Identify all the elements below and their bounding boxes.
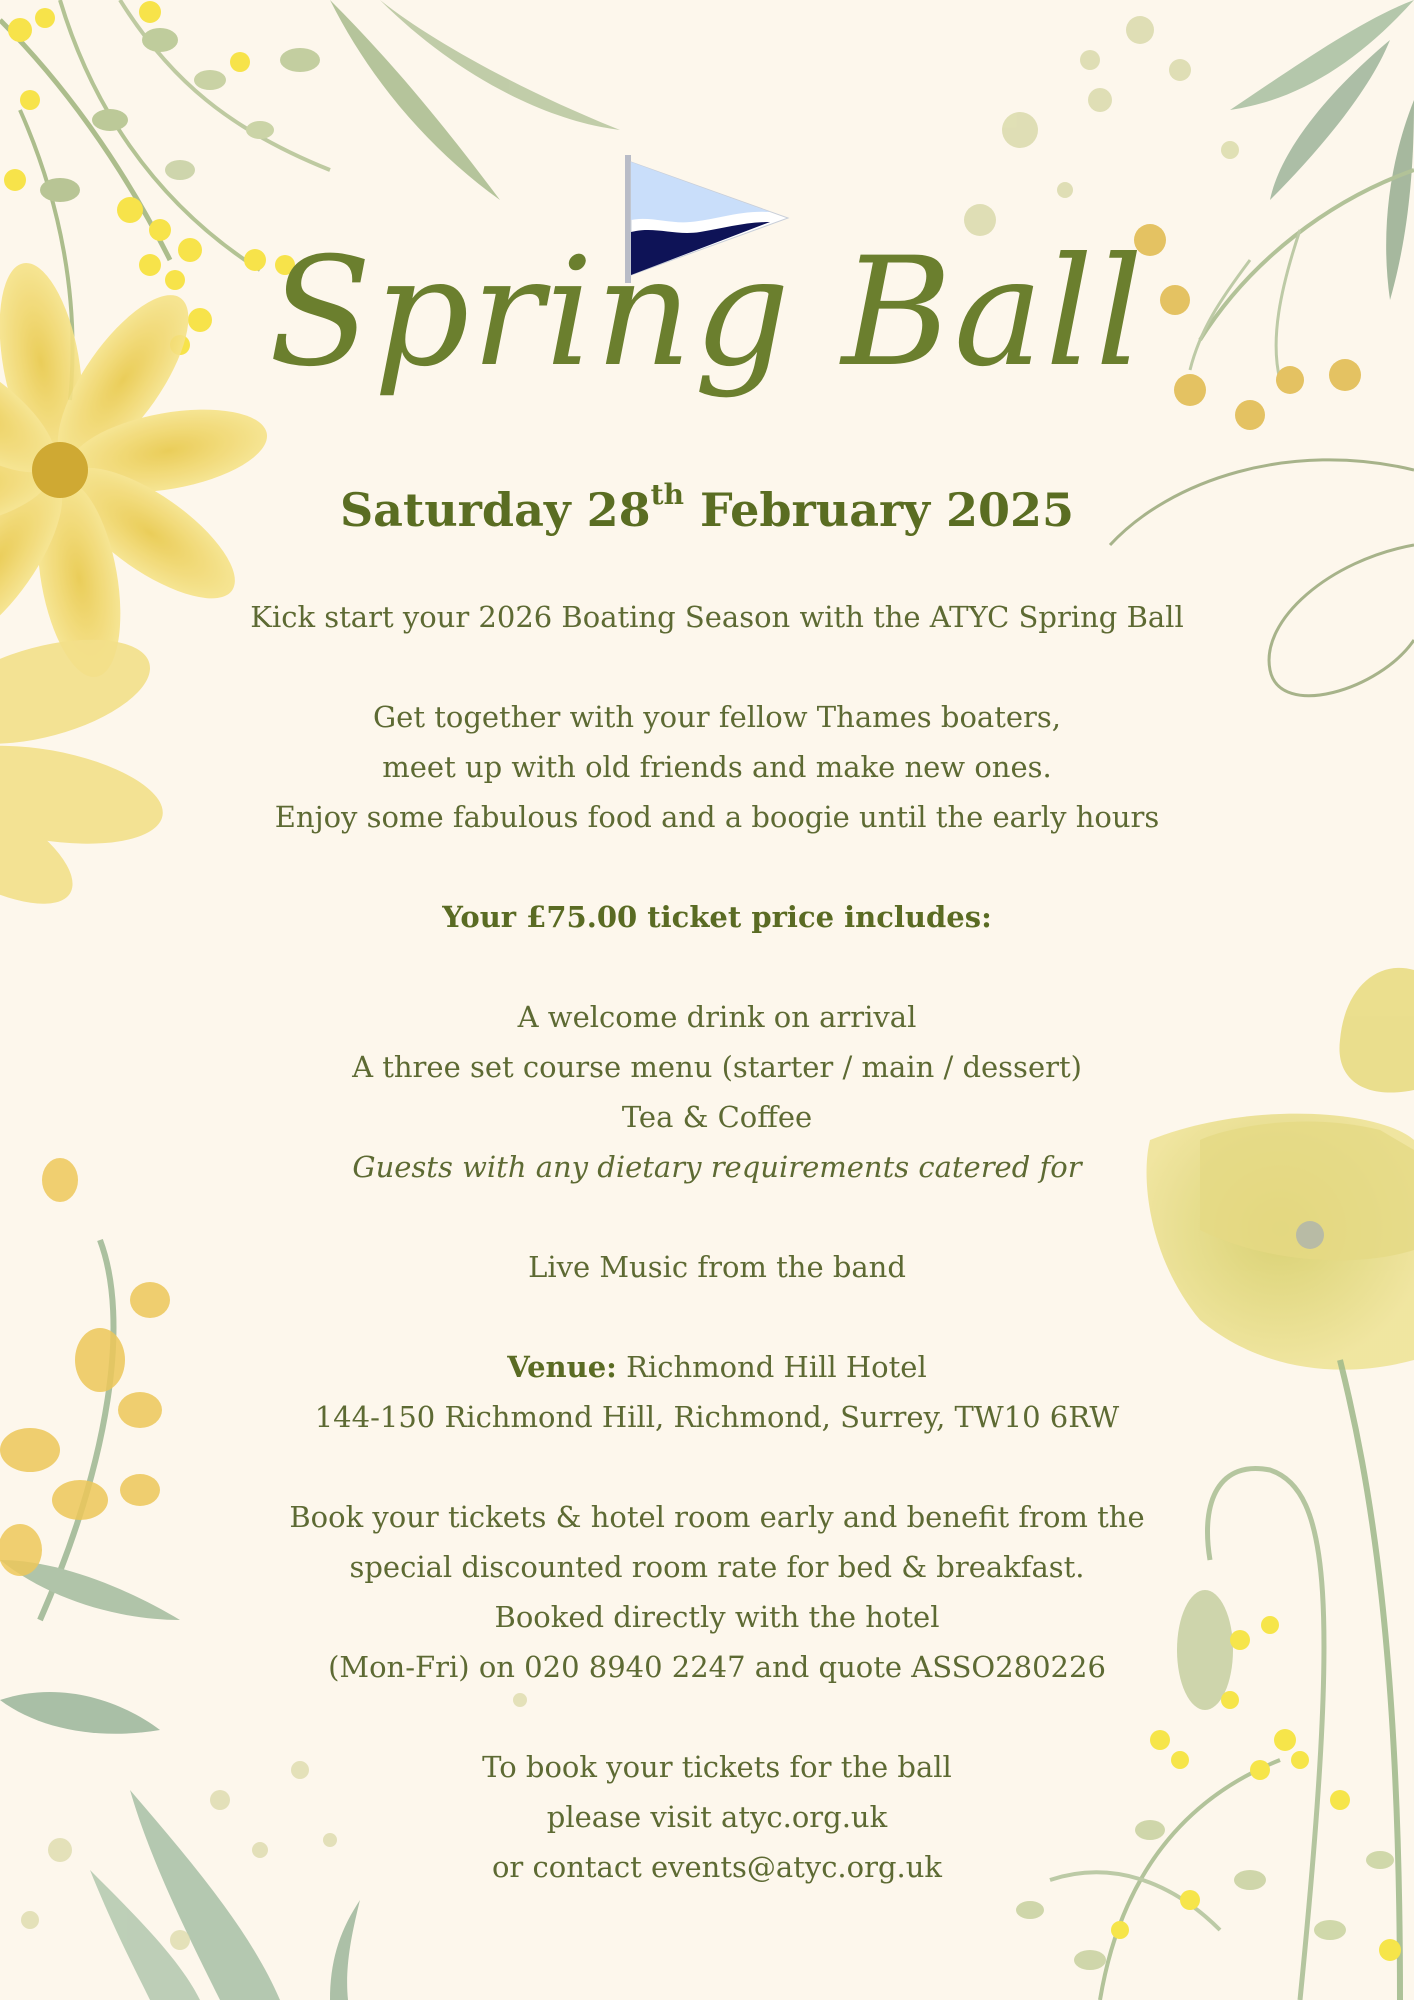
booking-line-4: (Mon-Fri) on 020 8940 2247 and quote ASSO280226	[328, 1650, 1106, 1684]
contact-email[interactable]: or contact events@atyc.org.uk	[491, 1850, 943, 1884]
event-title: Spring Ball	[268, 226, 1146, 400]
booking-block	[150, 1492, 1284, 1692]
booking-line-3: Booked directly with the hotel	[494, 1600, 940, 1634]
intro-section	[150, 592, 1284, 642]
ticket-item: A three set course menu (starter / main / dessert)	[352, 1050, 1082, 1084]
venue-line	[150, 1342, 1284, 1392]
intro-line-3: meet up with old friends and make new ones.	[382, 750, 1052, 784]
music-block	[150, 1242, 1284, 1292]
venue-name: Richmond Hill Hotel	[616, 1350, 927, 1384]
venue-block	[150, 1342, 1284, 1442]
contact-line-1: To book your tickets for the ball	[482, 1750, 952, 1784]
bottom-left-yellow-blooms	[0, 1158, 170, 1576]
intro-line-4: Enjoy some fabulous food and a boogie until the early hours	[274, 800, 1160, 834]
date-ordinal: th	[650, 478, 684, 511]
ticket-includes-list	[150, 992, 1284, 1192]
date-suffix: February 2025	[683, 483, 1075, 537]
contact-block	[150, 1742, 1284, 1892]
intro-paragraph	[150, 692, 1284, 842]
venue-address: 144-150 Richmond Hill, Richmond, Surrey, TW10 6RW	[314, 1400, 1120, 1434]
contact-website[interactable]: please visit atyc.org.uk	[546, 1800, 888, 1834]
ticket-heading: Your £75.00 ticket price includes:	[442, 900, 992, 934]
left-yellow-flower-2	[0, 620, 170, 928]
ticket-item: A welcome drink on arrival	[517, 1000, 917, 1034]
top-right-splatter	[964, 16, 1239, 236]
event-date	[0, 478, 1414, 542]
intro-line-2: Get together with your fellow Thames boaters,	[373, 700, 1061, 734]
date-prefix: Saturday 28	[339, 483, 651, 537]
ticket-heading-block	[150, 892, 1284, 942]
live-music-line: Live Music from the band	[528, 1250, 906, 1284]
intro-line-1: Kick start your 2026 Boating Season with the ATYC Spring Ball	[250, 600, 1184, 634]
booking-line-1: Book your tickets & hotel room early and benefit from the	[289, 1500, 1145, 1534]
booking-line-2: special discounted room rate for bed & breakfast.	[349, 1550, 1085, 1584]
venue-label: Venue:	[507, 1350, 617, 1384]
dietary-note: Guests with any dietary requirements catered for	[352, 1150, 1082, 1184]
ticket-item: Tea & Coffee	[621, 1100, 813, 1134]
